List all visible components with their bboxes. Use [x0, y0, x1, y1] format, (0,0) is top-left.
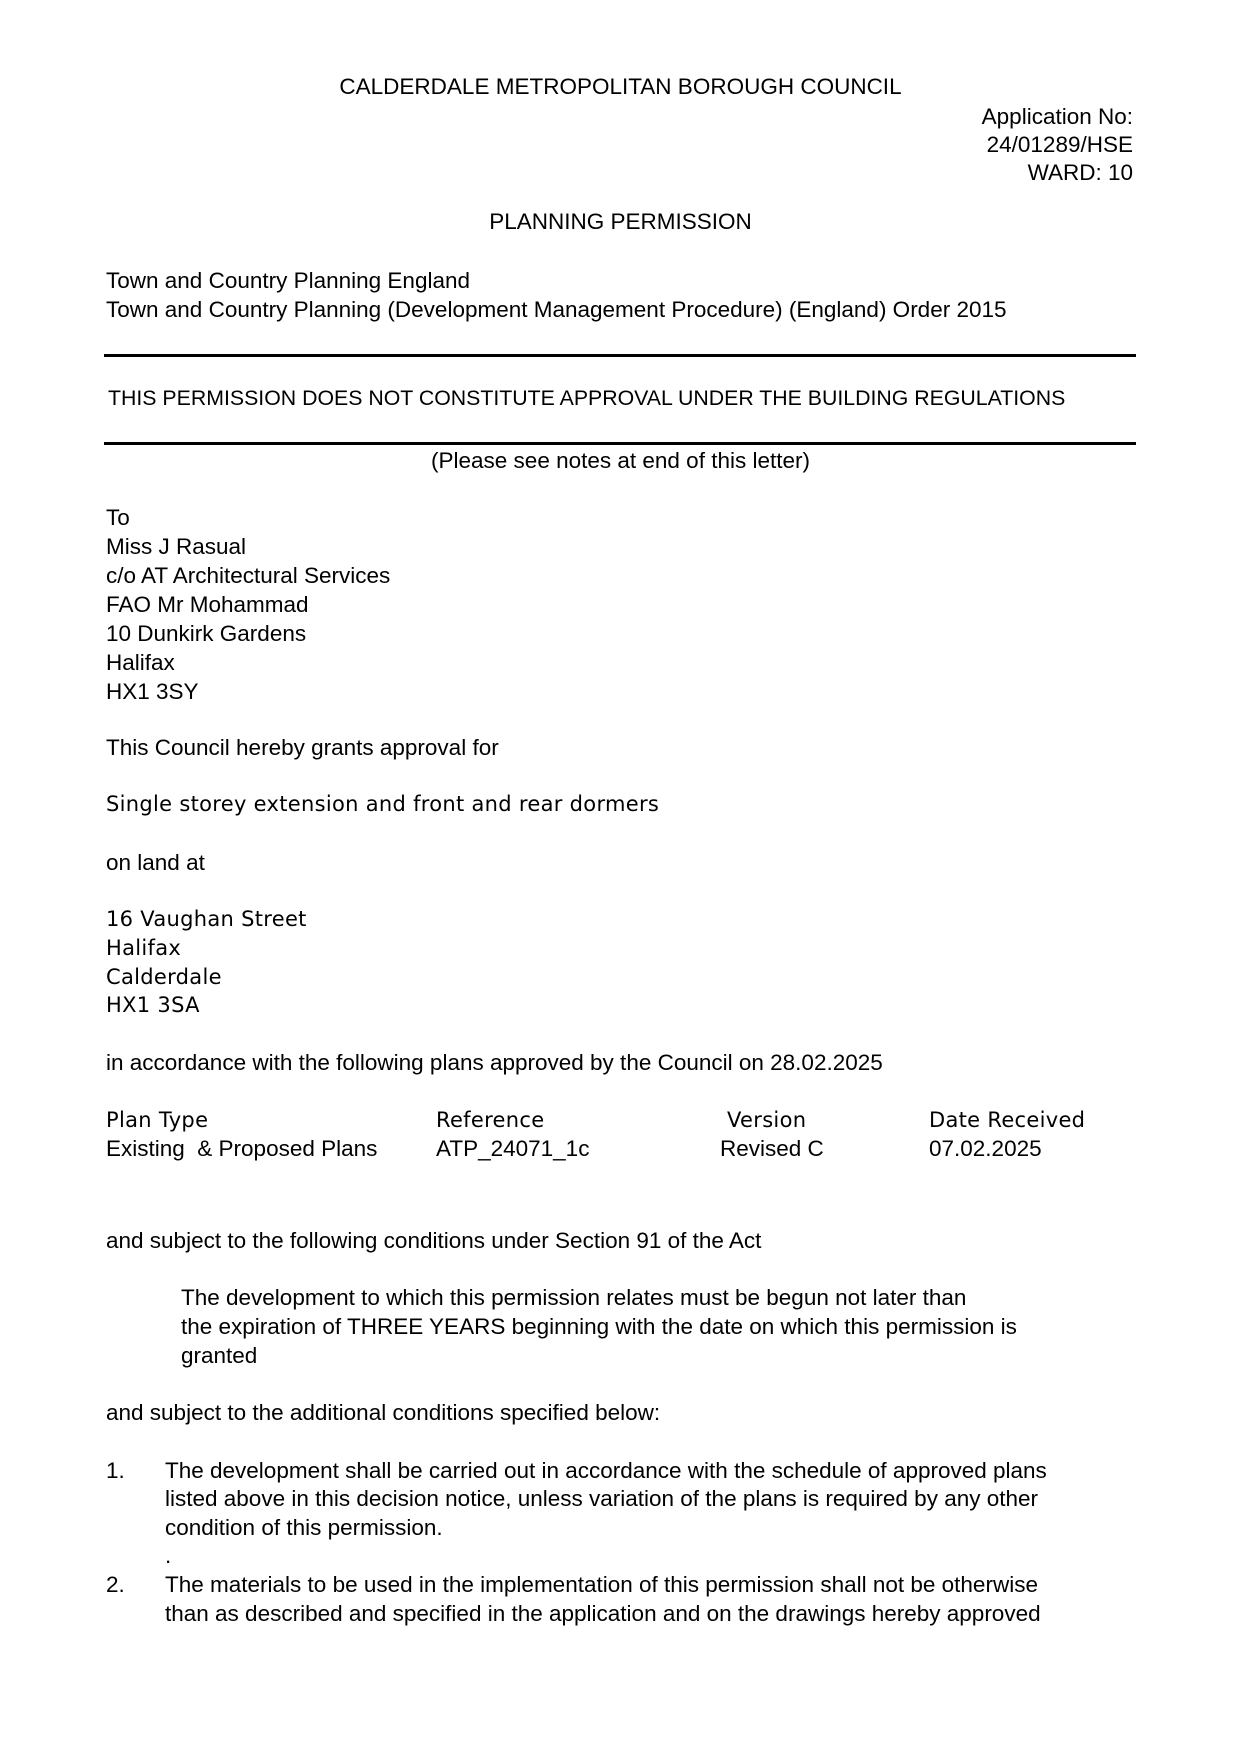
divider	[104, 354, 1136, 357]
site-line: 16 Vaughan Street	[106, 907, 307, 931]
divider	[104, 442, 1136, 445]
cell-plan-type: Existing & Proposed Plans	[106, 1136, 378, 1161]
plans-intro: in accordance with the following plans approved by the Council on 28.02.2025	[106, 1050, 883, 1075]
address-line: HX1 3SY	[106, 679, 199, 704]
council-name: CALDERDALE METROPOLITAN BOROUGH COUNCIL	[339, 74, 902, 99]
section91-intro: and subject to the following conditions under Section 91 of the Act	[106, 1228, 762, 1253]
proposal: Single storey extension and front and rear dormers	[106, 792, 660, 816]
condition-line: condition of this permission.	[165, 1515, 443, 1540]
ward: WARD: 10	[1027, 160, 1133, 185]
condition-line: The development shall be carried out in accordance with the schedule of approved plans	[165, 1458, 1047, 1483]
act-line: Town and Country Planning (Development Management Procedure) (England) Order 2015	[106, 297, 1007, 322]
site-line: Calderdale	[106, 965, 222, 989]
condition-line: .	[165, 1543, 172, 1568]
header-version: Version	[727, 1108, 807, 1132]
section91-line: granted	[181, 1343, 258, 1368]
to-label: To	[106, 505, 130, 530]
condition-line: than as described and specified in the application and on the drawings hereby approved	[165, 1601, 1041, 1626]
header-plan-type: Plan Type	[106, 1108, 209, 1132]
header-date-received: Date Received	[929, 1108, 1086, 1132]
cell-version: Revised C	[720, 1136, 824, 1161]
see-notes: (Please see notes at end of this letter)	[431, 448, 810, 473]
address-line: 10 Dunkirk Gardens	[106, 621, 307, 646]
section91-line: the expiration of THREE YEARS beginning with the date on which this permission is	[181, 1314, 1017, 1339]
condition-number: 1.	[106, 1458, 125, 1483]
grant-intro: This Council hereby grants approval for	[106, 735, 499, 760]
cell-reference: ATP_24071_1c	[436, 1136, 590, 1161]
address-line: Halifax	[106, 650, 175, 675]
header-reference: Reference	[436, 1108, 545, 1132]
cell-date-received: 07.02.2025	[929, 1136, 1042, 1161]
condition-number: 2.	[106, 1572, 125, 1597]
condition-line: listed above in this decision notice, unless variation of the plans is required by any other	[165, 1486, 1039, 1511]
address-line: FAO Mr Mohammad	[106, 592, 309, 617]
application-no-label: Application No:	[981, 104, 1133, 129]
document-title: PLANNING PERMISSION	[489, 209, 752, 234]
address-line: Miss J Rasual	[106, 534, 247, 559]
condition-line: The materials to be used in the implementation of this permission shall not be otherwise	[165, 1572, 1038, 1597]
act-line: Town and Country Planning England	[106, 268, 470, 293]
additional-intro: and subject to the additional conditions specified below:	[106, 1400, 661, 1425]
section91-line: The development to which this permission relates must be begun not later than	[181, 1285, 967, 1310]
on-land-at: on land at	[106, 850, 205, 875]
site-line: HX1 3SA	[106, 993, 200, 1017]
building-regs-notice: THIS PERMISSION DOES NOT CONSTITUTE APPROVAL UNDER THE BUILDING REGULATIONS	[108, 386, 1066, 410]
address-line: c/o AT Architectural Services	[106, 563, 391, 588]
site-line: Halifax	[106, 936, 182, 960]
application-no: 24/01289/HSE	[986, 132, 1133, 157]
